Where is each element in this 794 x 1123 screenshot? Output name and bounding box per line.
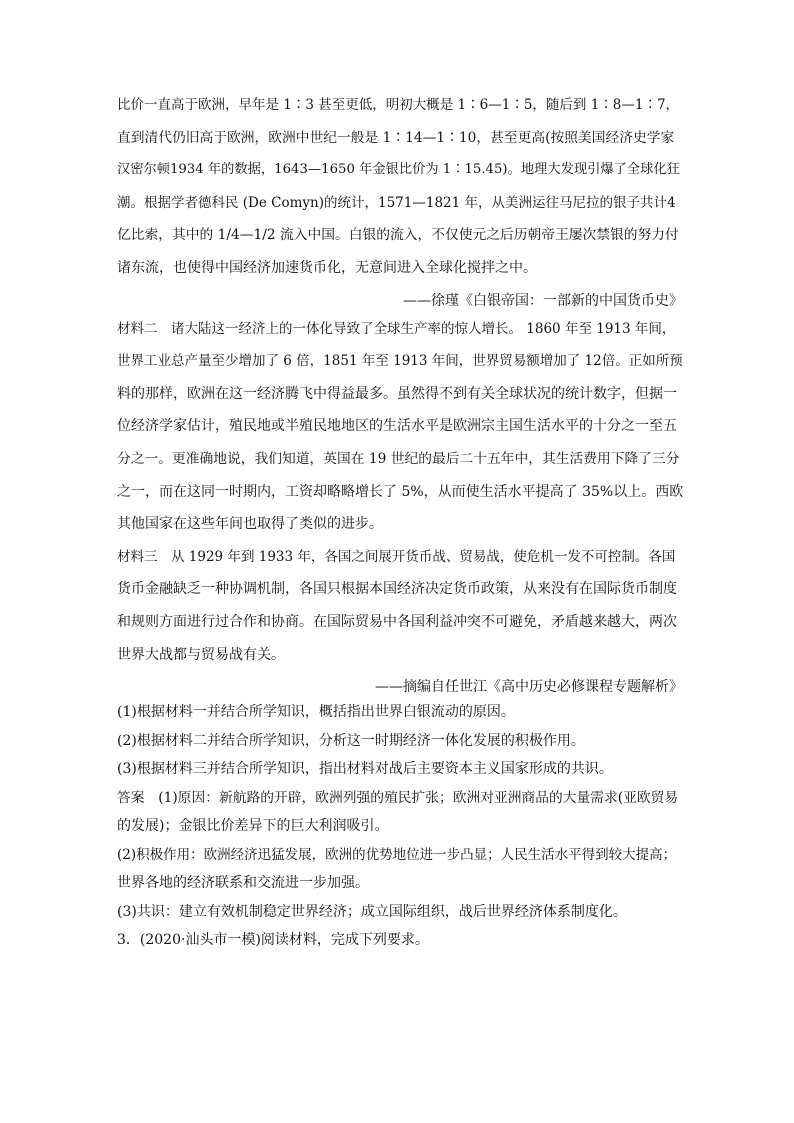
text-line: 材料二 诸大陆这一经济上的一体化导致了全球生产率的惊人增长。 1860 年至 1913 年间，: [117, 320, 676, 337]
text-line: 潮。根据学者德科民 (De Comyn)的统计，1571—1821 年，从美洲运往马尼拉的银子共计4: [117, 194, 676, 211]
answer-line: 答案 (1)原因：新航路的开辟，欧洲列强的殖民扩张；欧洲对亚洲商品的大量需求(亚欧贸易: [117, 789, 679, 806]
text-line: 汉密尔顿1934 年的数据，1643—1650 年金银比价为 1∶15.45)。地理大发现引爆了全球化狂: [117, 162, 680, 178]
text-line: 诸东流，也使得中国经济加速货币化，无意间进入全球化搅拌之中。: [117, 259, 537, 276]
text-line: 货币金融缺乏一种协调机制，各国只根据本国经济决定货币政策，从来没有在国际货币制度: [117, 581, 677, 598]
answer-block: [117, 788, 683, 922]
text-line: 世界大战都与贸易战有关。: [117, 646, 285, 663]
question-item: (2)根据材料二并结合所学知识，分析这一时期经济一体化发展的积极作用。: [117, 732, 585, 749]
next-question-heading: 3．(2020·汕头市一模)阅读材料，完成下列要求。: [117, 932, 429, 949]
text-line: 分之一。更准确地说，我们知道，英国在 19 世纪的最后二十五年中，其生活费用下降了三分: [117, 450, 680, 467]
text-line: 世界工业总产量至少增加了 6 倍，1851 年至 1913 年间，世界贸易额增加了 12倍。正如所预: [117, 353, 683, 370]
answer-line: 的发展)；金银比价差异下的巨大利润吸引。: [117, 818, 389, 835]
material-three-source: ——摘编自任世江《高中历史必修课程专题解析》: [375, 679, 683, 696]
material-two-paragraph: [117, 319, 683, 535]
question-item: (3)根据材料三并结合所学知识，指出材料对战后主要资本主义国家形成的共识。: [117, 761, 613, 778]
material-three-paragraph: [117, 547, 683, 665]
text-line: 其他国家在这些年间也取得了类似的进步。: [117, 516, 383, 533]
material-one-paragraph: [117, 95, 683, 278]
text-line: 之一，而在这同一时期内，工资却略略增长了 5%，从而使生活水平提高了 35%以上。西欧: [117, 483, 684, 500]
text-line: 料的那样，欧洲在这一经济腾飞中得益最多。虽然得不到有关全球状况的统计数字，但据一: [117, 385, 677, 402]
text-line: 直到清代仍旧高于欧洲，欧洲中世纪一般是 1∶14—1∶10，甚至更高(按照美国经济史学家: [117, 129, 675, 146]
answer-line: 世界各地的经济联系和交流进一步加强。: [117, 875, 369, 892]
text-line: 位经济学家估计，殖民地或半殖民地地区的生活水平是欧洲宗主国生活水平的十分之一至五: [117, 418, 677, 435]
text-line: 和规则方面进行过合作和协商。在国际贸易中各国利益冲突不可避免，矛盾越来越大，两次: [117, 613, 677, 630]
document-body: [117, 95, 683, 950]
text-line: 材料三 从 1929 年到 1933 年，各国之间展开货币战、贸易战，使危机一发不可控制。各国: [117, 548, 676, 565]
answer-line: (3)共识：建立有效机制稳定世界经济；成立国际组织，战后世界经济体系制度化。: [117, 903, 627, 920]
answer-line: (2)积极作用：欧洲经济迅猛发展，欧洲的优势地位进一步凸显；人民生活水平得到较大提高；: [117, 846, 677, 863]
questions-list: [117, 702, 683, 779]
text-line: 比价一直高于欧洲，早年是 1∶3 甚至更低，明初大概是 1∶6—1∶5，随后到 1∶8—1∶7，: [117, 97, 680, 113]
text-line: 亿比索，其中的 1/4—1/2 流入中国。白银的流入，不仅使元之后历朝帝王屡次禁银的努力付: [117, 227, 679, 244]
material-one-source: ——徐瑾《白银帝国：一部新的中国货币史》: [403, 292, 683, 309]
question-item: (1)根据材料一并结合所学知识，概括指出世界白银流动的原因。: [117, 704, 515, 721]
